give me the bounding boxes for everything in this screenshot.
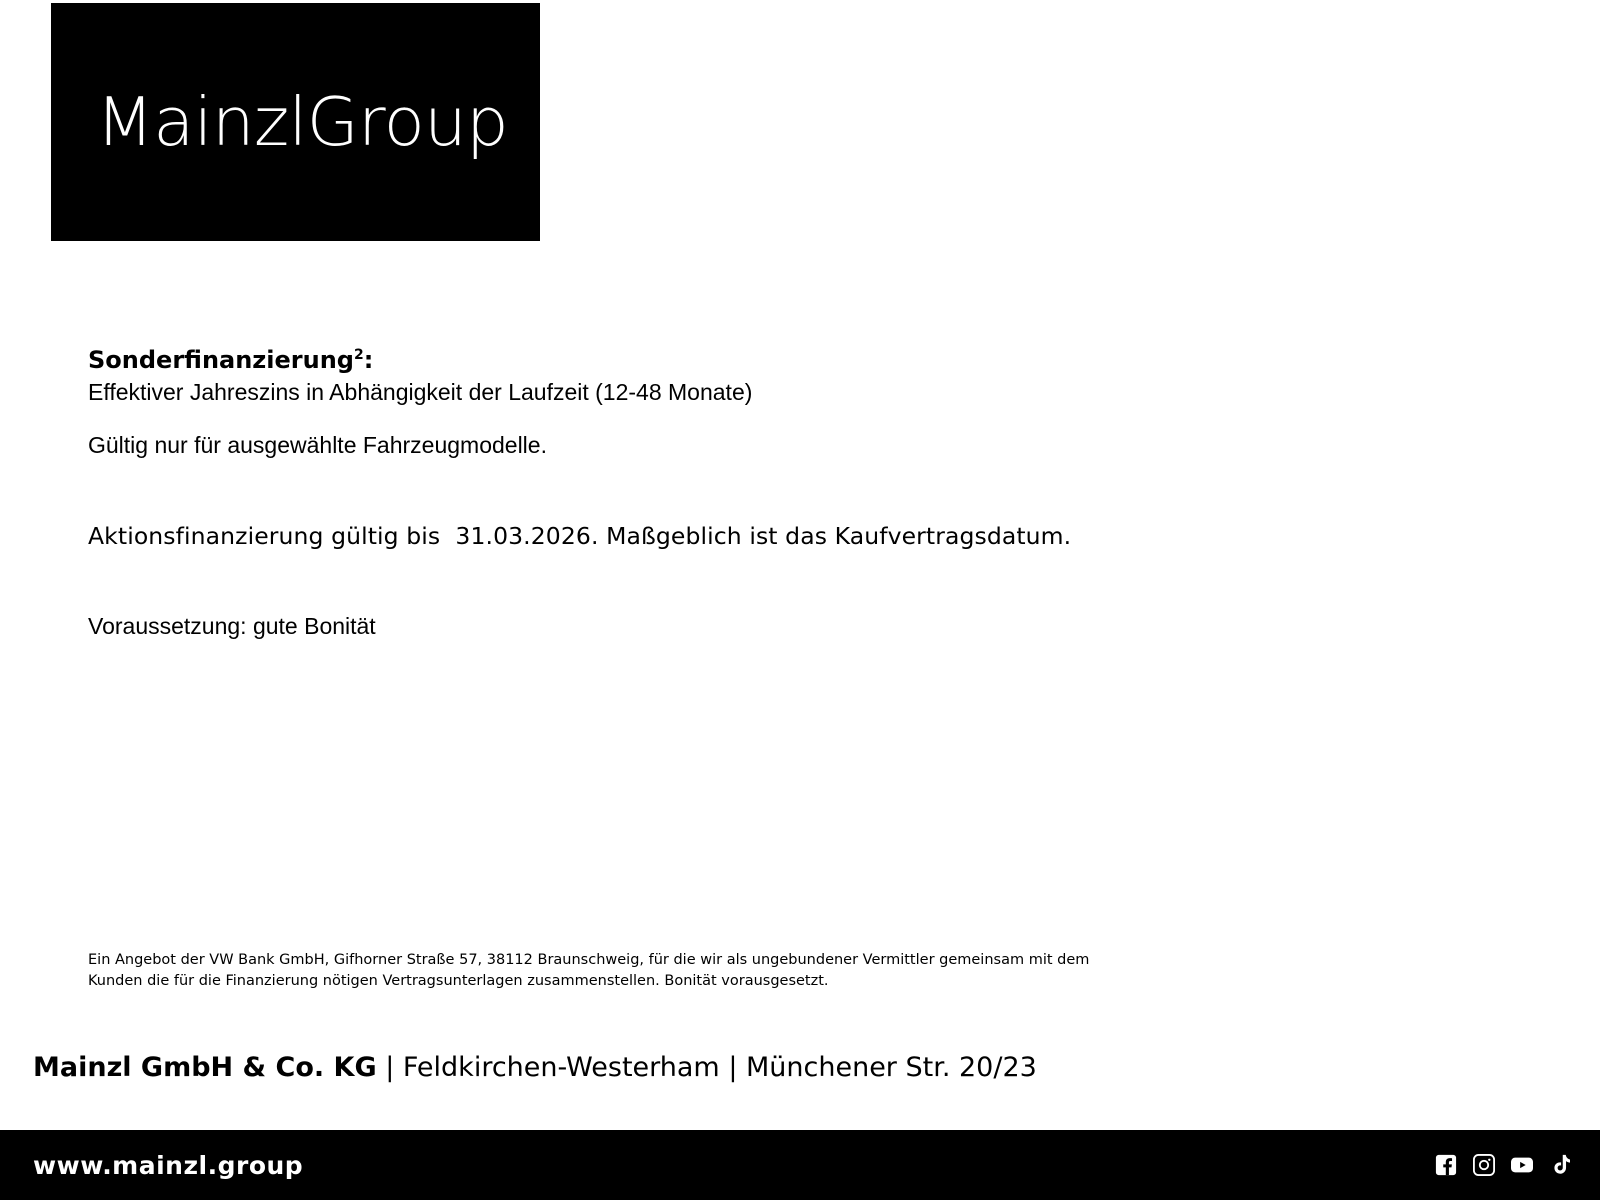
- offer-promo-validity: [88, 521, 1388, 553]
- offer-heading-colon: :: [363, 346, 374, 374]
- website-url[interactable]: www.mainzl.group: [33, 1150, 304, 1180]
- tiktok-icon[interactable]: [1548, 1153, 1572, 1177]
- legal-fineprint: Ein Angebot der VW Bank GmbH, Gifhorner Straße 57, 38112 Braunschweig, für die wir als ungebundener Vermittler gemeinsam mit dem Kunden die für die Finanzierung nötigen Vertragsunterlagen zusammenstellen. Bonität vorausgesetzt.: [88, 952, 1090, 990]
- offer-subline: Effektiver Jahreszins in Abhängigkeit der Laufzeit (12-48 Monate): [88, 379, 753, 405]
- company-city: Feldkirchen-Westerham: [402, 1052, 720, 1083]
- offer-requirement: Voraussetzung: gute Bonität: [88, 612, 376, 639]
- page-footer: [0, 1130, 1600, 1200]
- promo-prefix: Aktionsfinanzierung gültig bis: [88, 522, 441, 551]
- offer-copy-block: [88, 345, 1388, 642]
- address-separator-2: |: [719, 1052, 746, 1083]
- offer-heading-footnote-marker: 2: [353, 347, 364, 363]
- offer-heading: [88, 345, 1388, 375]
- brand-logo-text: MainzlGroup: [96, 82, 509, 161]
- promo-suffix: . Maßgeblich ist das Kaufvertragsdatum.: [590, 522, 1072, 551]
- company-street: Münchener Str. 20/23: [746, 1052, 1037, 1083]
- offer-heading-text: Sonderfinanzierung: [88, 346, 354, 374]
- offer-model-restriction: Gültig nur für ausgewählte Fahrzeugmodelle.: [88, 432, 547, 459]
- instagram-icon[interactable]: [1472, 1153, 1496, 1177]
- promo-date: 31.03.2026: [455, 522, 591, 551]
- company-name: Mainzl GmbH & Co. KG: [33, 1052, 377, 1083]
- youtube-icon[interactable]: [1510, 1153, 1534, 1177]
- address-separator-1: |: [376, 1052, 403, 1083]
- brand-logo-block: [51, 3, 540, 241]
- facebook-icon[interactable]: [1434, 1153, 1458, 1177]
- social-links: [1434, 1153, 1572, 1177]
- company-address-line: [33, 1052, 1037, 1084]
